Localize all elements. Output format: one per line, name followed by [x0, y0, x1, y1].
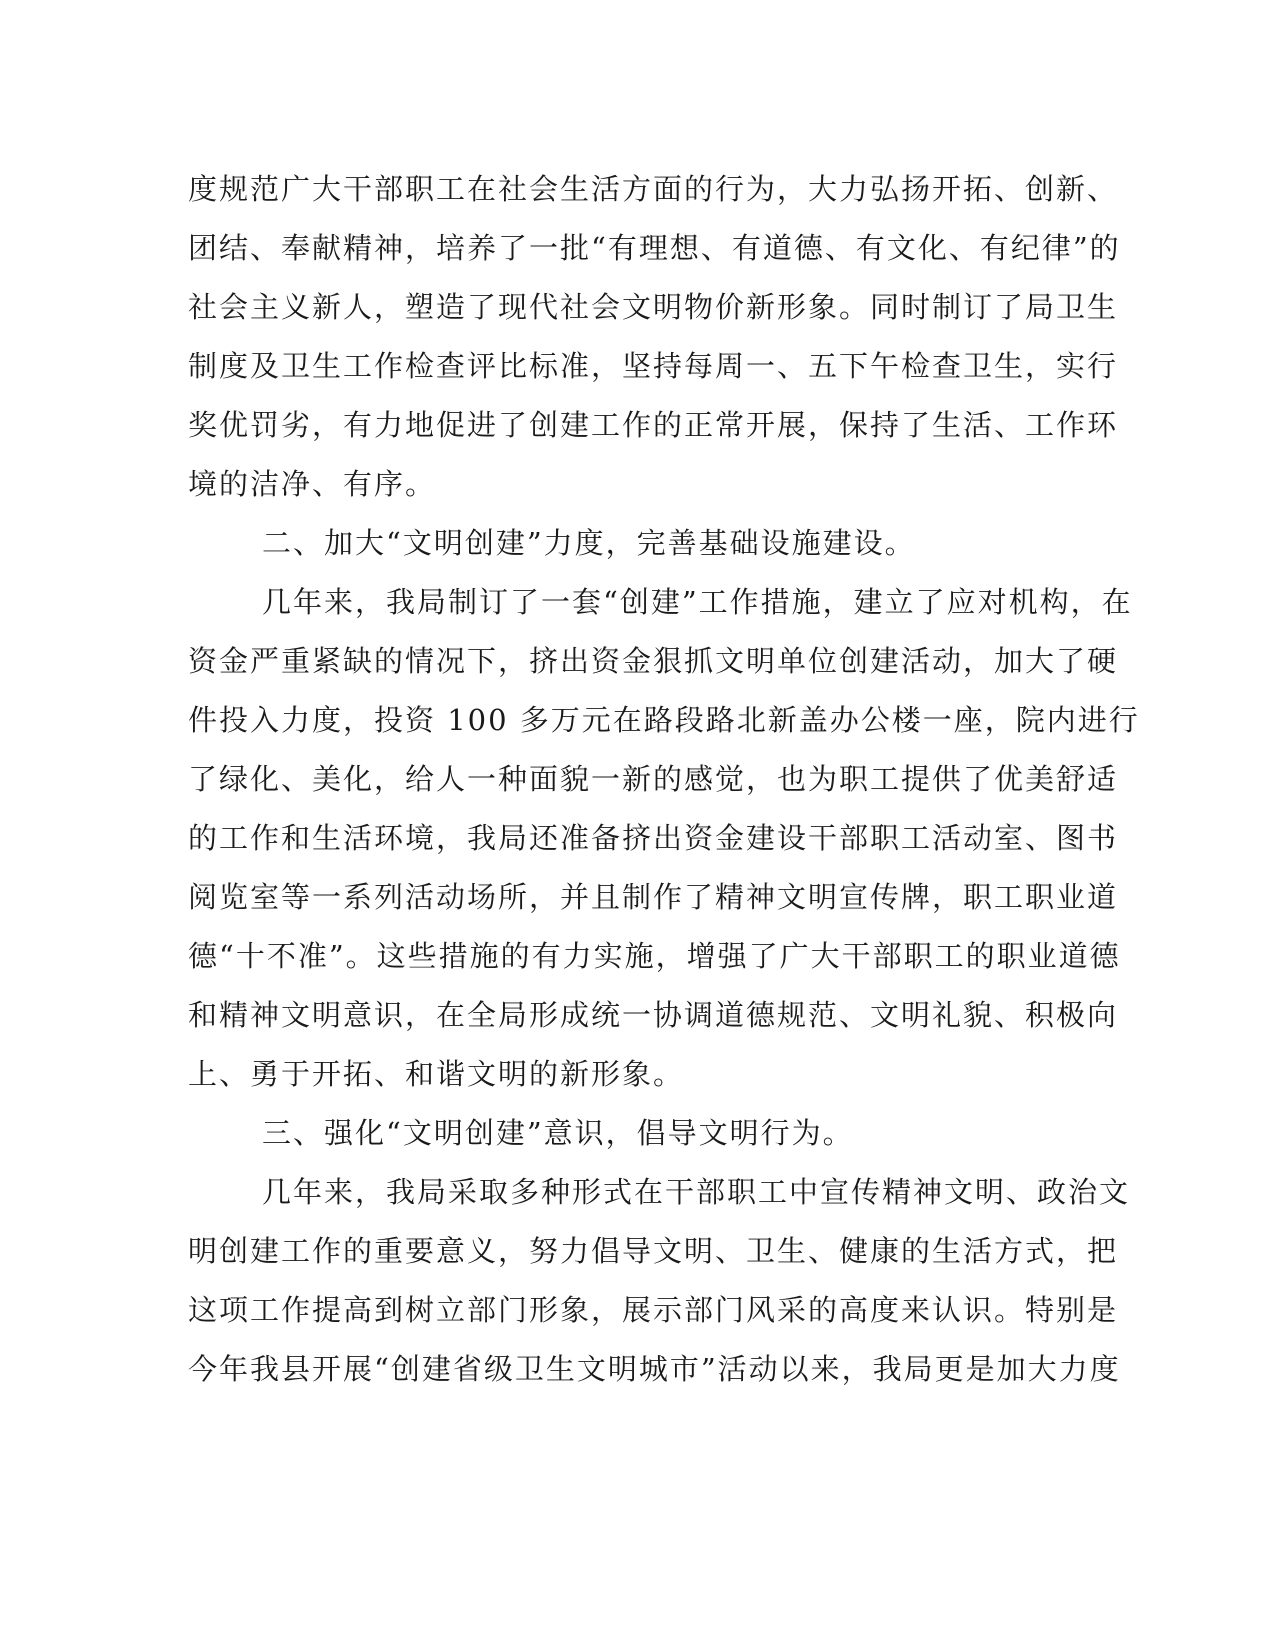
text-line: 了绿化、美化，给人一种面貌一新的感觉，也为职工提供了优美舒适: [188, 762, 1119, 796]
text-line: 阅览室等一系列活动场所，并且制作了精神文明宣传牌，职工职业道: [188, 880, 1119, 914]
text-line: 几年来，我局制订了一套“创建”工作措施，建立了应对机构，在: [262, 585, 1133, 619]
text-line: 今年我县开展“创建省级卫生文明城市”活动以来，我局更是加大力度: [188, 1352, 1121, 1386]
text-line: 社会主义新人，塑造了现代社会文明物价新形象。同时制订了局卫生: [188, 290, 1119, 324]
text-line: 几年来，我局采取多种形式在干部职工中宣传精神文明、政治文: [262, 1175, 1131, 1209]
text-line: 德“十不准”。这些措施的有力实施，增强了广大干部职工的职业道德: [188, 939, 1121, 973]
text-line: 制度及卫生工作检查评比标准，坚持每周一、五下午检查卫生，实行: [188, 349, 1119, 383]
text-line: 境的洁净、有序。: [188, 467, 437, 501]
text-line: 团结、奉献精神，培养了一批“有理想、有道德、有文化、有纪律”的: [188, 231, 1121, 265]
paragraph-awareness: [188, 1163, 1131, 1399]
text-line: 度规范广大干部职工在社会生活方面的行为，大力弘扬开拓、创新、: [188, 172, 1119, 206]
paragraph-continuation: [188, 160, 1121, 514]
text-line: 资金严重紧缺的情况下，挤出资金狠抓文明单位创建活动，加大了硬: [188, 644, 1119, 678]
text-line: 的工作和生活环境，我局还准备挤出资金建设干部职工活动室、图书: [188, 821, 1119, 855]
text-line: 这项工作提高到树立部门形象，展示部门风采的高度来认识。特别是: [188, 1293, 1119, 1327]
text-line: 明创建工作的重要意义，努力倡导文明、卫生、健康的生活方式，把: [188, 1234, 1119, 1268]
text-line: 和精神文明意识，在全局形成统一协调道德规范、文明礼貌、积极向: [188, 998, 1119, 1032]
paragraph-facilities: [188, 573, 1140, 1104]
text-line: 件投入力度，投资 100 多万元在路段路北新盖办公楼一座，院内进行: [188, 703, 1140, 737]
text-line: 奖优罚劣，有力地促进了创建工作的正常开展，保持了生活、工作环: [188, 408, 1119, 442]
section-heading-3: 三、强化“文明创建”意识，倡导文明行为。: [262, 1116, 854, 1150]
document-body: [188, 160, 1140, 1399]
text-line: 上、勇于开拓、和谐文明的新形象。: [188, 1057, 685, 1091]
section-heading-2: 二、加大“文明创建”力度，完善基础设施建设。: [262, 526, 916, 560]
